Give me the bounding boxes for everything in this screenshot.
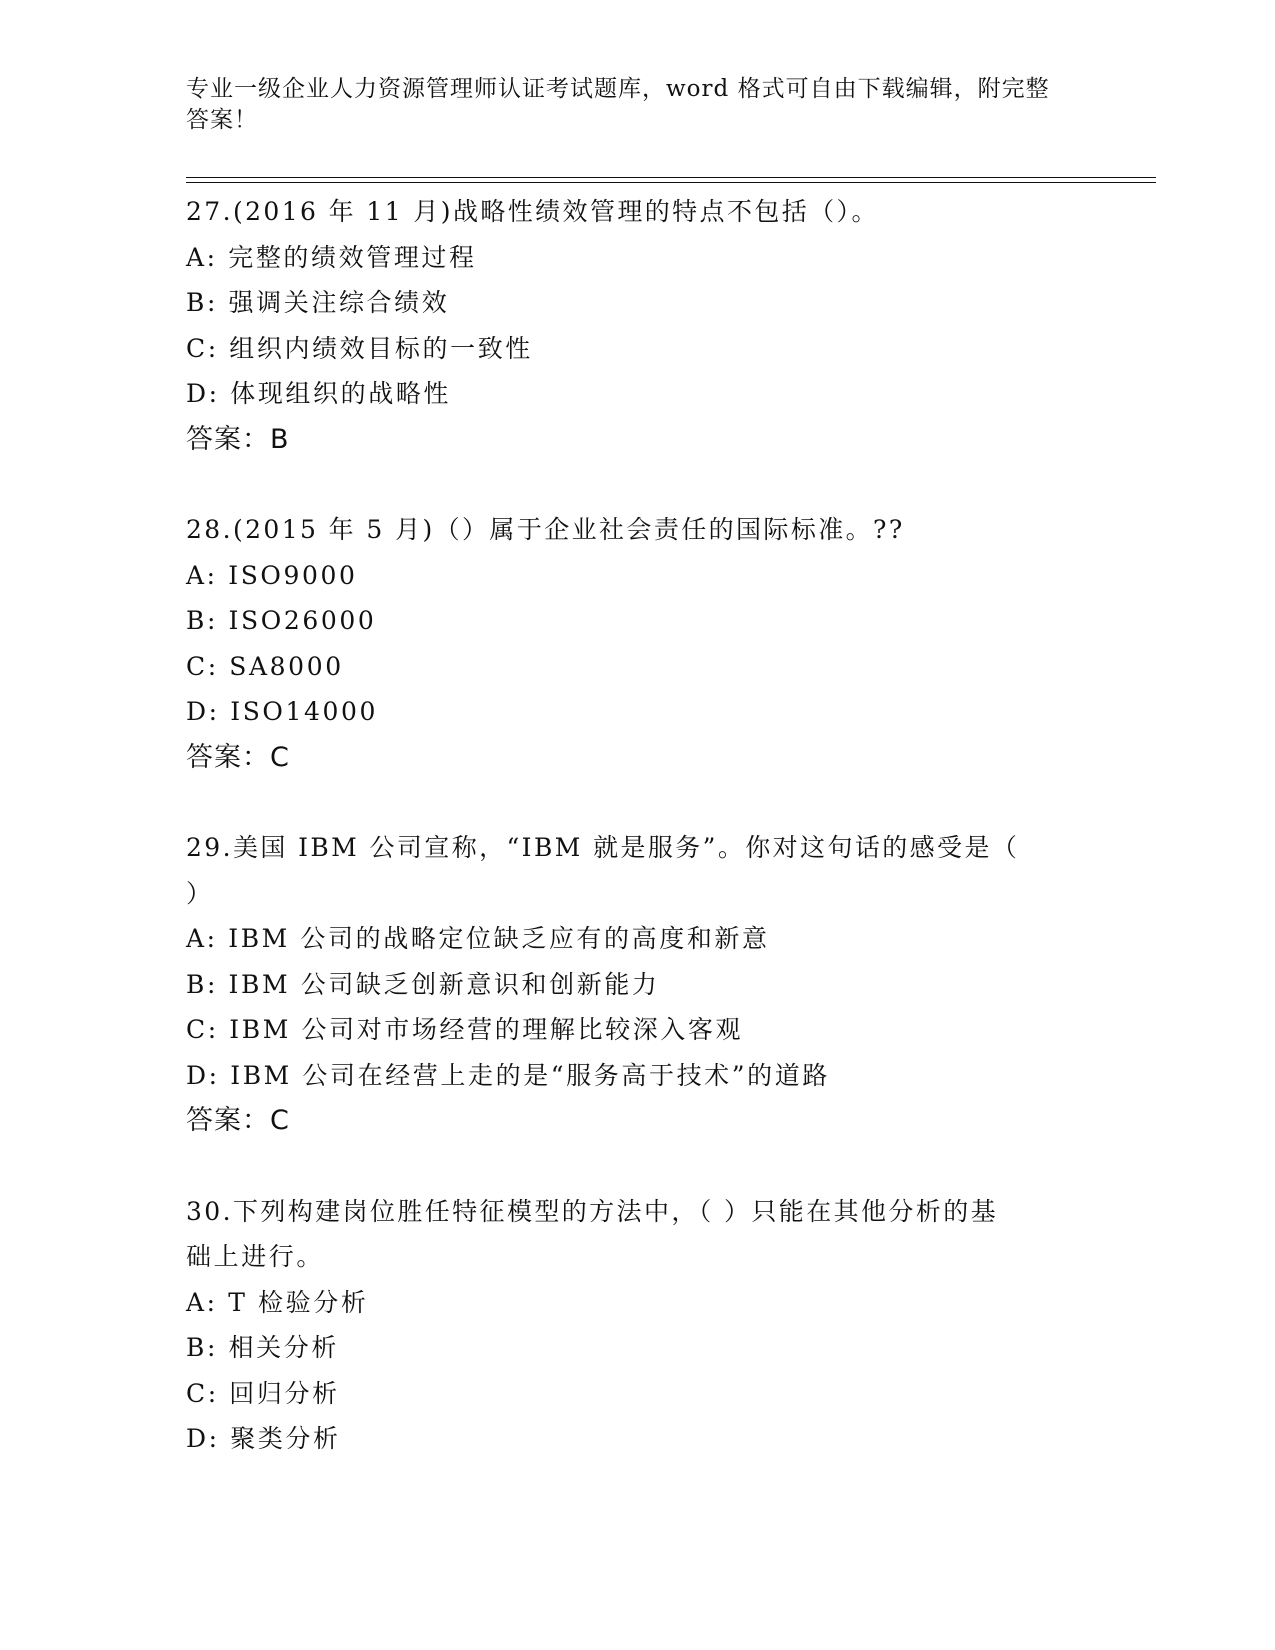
header-divider-bottom [186,182,1156,183]
header-line-2: 答案！ [186,107,258,133]
answer-text: 答案：C [186,741,290,773]
option-c: C: IBM 公司对市场经营的理解比较深入客观 [186,1015,744,1044]
question-stem-line: 30.下列构建岗位胜任特征模型的方法中，（ ）只能在其他分析的基 [186,1196,999,1226]
question-stem [186,1189,1146,1280]
question-stem [186,189,1146,235]
option-b: B: 强调关注综合绩效 [186,288,450,317]
option-a: A: ISO9000 [186,560,358,590]
option-b: B: 相关分析 [186,1333,339,1362]
option-b: B: IBM 公司缺乏创新意识和创新能力 [186,969,660,999]
answer-text: 答案：B [186,423,290,455]
option-c: C: SA8000 [186,651,344,681]
option-a: A: IBM 公司的战略定位缺乏应有的高度和新意 [186,924,770,953]
option-a: A: T 检验分析 [186,1287,369,1317]
option-d: D: IBM 公司在经营上走的是“服务高于技术”的道路 [186,1060,830,1090]
question-30 [186,1189,1146,1462]
document-header [186,74,1066,136]
option-d: D: ISO14000 [186,697,379,726]
option-d: D: 体现组织的战略性 [186,379,452,408]
question-29 [186,825,1146,1144]
header-line-1: 专业一级企业人力资源管理师认证考试题库，word 格式可自由下载编辑，附完整 [186,76,1050,102]
option-c: C: 组织内绩效目标的一致性 [186,333,533,363]
question-stem-line: ） [186,878,214,908]
question-stem-line: 28.(2015 年 5 月)（）属于企业社会责任的国际标准。?? [186,515,905,544]
question-stem [186,825,1146,916]
question-stem-line: 27.(2016 年 11 月)战略性绩效管理的特点不包括（）。 [186,197,879,226]
option-d: D: 聚类分析 [186,1424,341,1453]
answer-text: 答案：C [186,1105,290,1136]
question-27 [186,189,1146,462]
option-a: A: 完整的绩效管理过程 [186,242,477,272]
option-b: B: ISO26000 [186,606,377,635]
question-stem [186,507,1146,553]
header-divider-top [186,177,1156,178]
question-stem-line: 29.美国 IBM 公司宣称，“IBM 就是服务”。你对这句话的感受是（ [186,833,1020,862]
question-28 [186,507,1146,780]
question-stem-line: 础上进行。 [186,1242,325,1271]
option-c: C: 回归分析 [186,1378,340,1408]
question-list [186,189,1146,1507]
